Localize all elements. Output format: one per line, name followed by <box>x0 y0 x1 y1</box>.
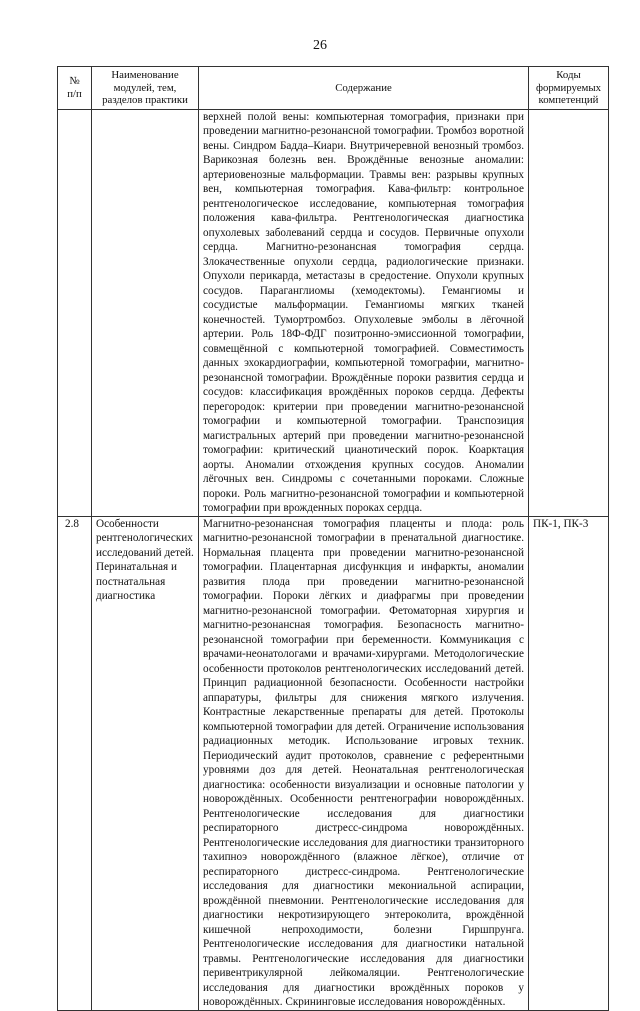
header-module: Наименование модулей, тем, разделов практики <box>92 67 199 110</box>
row-number <box>58 109 92 516</box>
row-module: Особенности рентгенологических исследований детей. Перинатальная и постнатальная диагностика <box>92 516 199 1010</box>
table-row <box>58 516 609 1010</box>
row-codes <box>529 109 609 516</box>
row-codes: ПК-1, ПК-3 <box>529 516 609 1010</box>
row-number: 2.8 <box>58 516 92 1010</box>
header-codes: Коды формируемых компетенций <box>529 67 609 110</box>
row-content: Магнитно-резонансная томография плаценты и плода: роль магнитно-резонансной томографии в пренатальной диагностике. Нормальная плацента при проведении магнитно-резонансной томографии. Плацентарная дисфункция и инфаркты, аномалии развития плода при проведении магнитно-резонансной томографии. Пороки лёгких и диафрагмы при проведении магнитно-резонансной томографии. Фетоматорная хирургия и магнитно-резонансная томография. Безопасность магнитно-резонансной томографии при беременности. Коммуникация с врачами-неонатологами и врачами-хирургами. Методологические особенности протоколов рентгенологических исследований детей. Принцип радиационной безопасности. Особенности настройки аппаратуры, фильтры для снижения мягкого излучения. Контрастные лекарственные препараты для детей. Протоколы компьютерной томографии для детей. Ограничение использования радиационных методик. Использование игровых техник. Периодический аудит протоколов, сравнение с референтными уровнями доз для детей. Неонатальная рентгенологическая диагностика: особенности визуализации и основные патологии у новорождённых. Особенности рентгенографии новорождённых. Рентгенологические исследования для диагностики респираторного дистресс-синдрома новорождённых. Рентгенологические исследования для диагностики транзиторного тахипноэ новорождённого (влажное лёгкое), отличие от респираторного дистресс-синдрома. Рентгенологические исследования для диагностики мекониальной аспирации, врождённой пневмонии. Рентгенологические исследования для диагностики некротизирующего энтероколита, врождённой кишечной непроходимости, болезни Гиршпрунга. Рентгенологические исследования для диагностики натальной травмы. Рентгенологические исследования для диагностики перивентрикулярной лейкомаляции. Рентгенологические исследования для диагностики врождённых пороков у новорождённых. Скрининговые исследования новорождённых. <box>199 516 529 1010</box>
page-number: 26 <box>313 38 327 53</box>
table-row <box>58 109 609 516</box>
row-module <box>92 109 199 516</box>
curriculum-table <box>57 66 609 1011</box>
row-content: верхней полой вены: компьютерная томография, признаки при проведении магнитно-резонансной томографии. Тромбоз воротной вены. Синдром Бадда–Киари. Внутричеревной венозный тромбоз. Варикозная болезнь вен. Врождённые венозные аномалии: артериовенозные мальформации. Травмы вен: разрывы крупных вен, компьютерная томография. Кава-фильтр: контрольное рентгенологическое исследование, компьютерная томография положения кава-фильтра. Рентгенологическая диагностика опухолевых заболеваний сердца и сосудов. Первичные опухоли сердца. Магнитно-резонансная томография сердца. Злокачественные опухоли сердца, радиологические признаки. Опухоли перикарда, метастазы в средостение. Опухоли крупных сосудов. Параганглиомы (хемодектомы). Гемангиомы и сосудистые мальформации. Гемангиомы мягких тканей конечностей. Тумортромбоз. Опухолевые эмболы в лёгочной артерии. Роль 18Ф-ФДГ позитронно-эмиссионной томографии, совмещённой с компьютерной томографией. Совместимость данных эхокардиографии, компьютерной томографии, магнитно-резонансной томографии. Врождённые пороки развития сердца и сосудов: классификация врождённых пороков сердца. Дефекты перегородок: критерии при проведении магнитно-резонансной томографии и компьютерной томографии. Транспозиция магистральных артерий при проведении магнитно-резонансной томографии: критический цианотический порок. Коарктация аорты. Аномалии отхождения крупных сосудов. Аномалии лёгочных вен. Синдромы с сочетанными пороками. Сложные пороки. Роль магнитно-резонансной томографии и компьютерной томографии при врожденных пороках сердца. <box>199 109 529 516</box>
header-number: № п/п <box>58 67 92 110</box>
header-content: Содержание <box>199 67 529 110</box>
table-header-row <box>58 67 609 110</box>
